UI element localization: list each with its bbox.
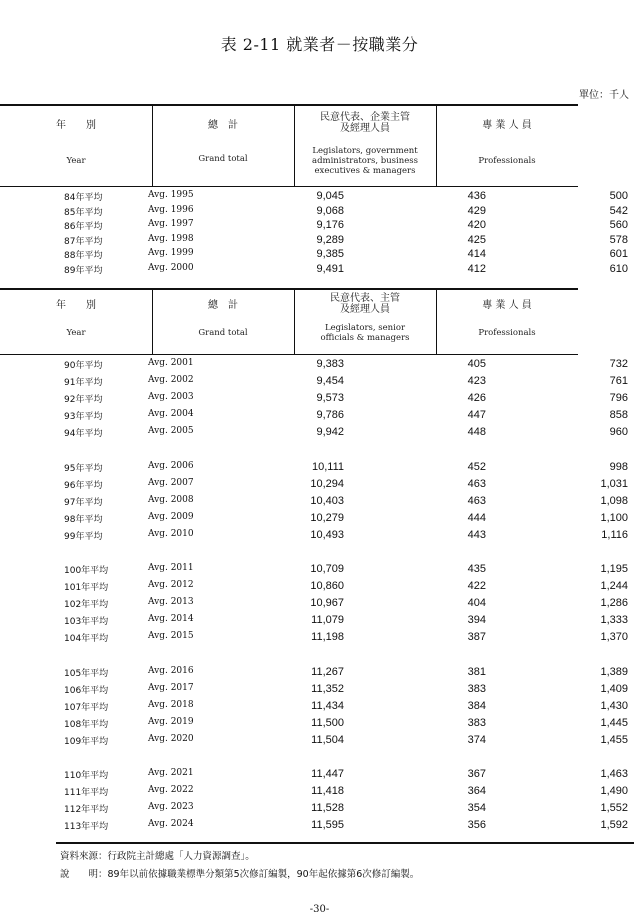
header2-legislators-zh-1: 民意代表、主管	[330, 293, 400, 304]
professionals-cell: 500	[609, 190, 628, 202]
legislators-cell: 463	[467, 477, 486, 490]
table-row	[56, 358, 634, 372]
year-cell: 96年平均	[64, 480, 103, 491]
total-cell: 9,786	[316, 409, 344, 422]
total-cell: 9,289	[316, 233, 344, 246]
avg-cell: Avg. 2024	[148, 819, 194, 830]
year-cell: 107年平均	[64, 702, 109, 713]
table-row	[56, 666, 634, 680]
table-row	[56, 597, 634, 611]
header-total-zh: 總 計	[208, 120, 238, 131]
avg-cell: Avg. 2011	[148, 563, 194, 573]
total-cell: 9,573	[316, 392, 344, 405]
header2-legislators-zh-2: 及經理人員	[340, 304, 390, 315]
professionals-cell: 1,370	[600, 631, 628, 644]
table-header-1	[0, 104, 578, 187]
header-legislators-en-3: executives & managers	[314, 166, 416, 176]
year-cell: 112年平均	[64, 805, 109, 816]
table-row	[56, 478, 634, 492]
year-cell: 95年平均	[64, 463, 103, 474]
legislators-cell: 404	[467, 597, 486, 610]
year-cell: 91年平均	[64, 378, 103, 389]
legislators-cell: 394	[467, 614, 486, 627]
table-row	[56, 563, 634, 577]
professionals-cell: 1,286	[600, 597, 628, 610]
legislators-cell: 420	[467, 219, 486, 232]
avg-cell: Avg. 2003	[148, 392, 194, 403]
professionals-cell: 1,333	[600, 614, 628, 627]
total-cell: 9,942	[316, 426, 344, 439]
header2-year-zh: 年 別	[56, 300, 96, 311]
table-row	[56, 631, 634, 645]
avg-cell: Avg. 2015	[148, 631, 194, 642]
avg-cell: Avg. 2006	[148, 460, 194, 471]
page-title: 表 2-11 就業者－按職業分	[220, 35, 419, 54]
avg-cell: Avg. 2005	[148, 426, 194, 437]
table-row	[56, 375, 634, 389]
header2-total-en: Grand total	[198, 328, 248, 338]
legislators-cell: 412	[467, 263, 486, 275]
professionals-cell: 610	[609, 263, 628, 275]
total-cell: 11,504	[311, 733, 344, 746]
year-cell: 90年平均	[64, 361, 103, 371]
year-cell: 110年平均	[64, 771, 109, 781]
table-row	[56, 495, 634, 509]
table-row	[56, 580, 634, 594]
legislators-cell: 383	[467, 716, 486, 729]
year-cell: 92年平均	[64, 395, 103, 406]
avg-cell: Avg. 2008	[148, 494, 194, 505]
professionals-cell: 1,031	[600, 477, 628, 490]
table-row	[56, 263, 634, 277]
year-cell: 85年平均	[64, 207, 103, 218]
total-cell: 10,403	[310, 494, 344, 507]
professionals-cell: 1,445	[600, 716, 628, 729]
year-cell: 111年平均	[64, 788, 109, 799]
total-cell: 10,493	[310, 528, 344, 541]
legislators-cell: 436	[467, 190, 486, 202]
legislators-cell: 405	[467, 358, 486, 370]
header-year-en: Year	[66, 156, 86, 166]
year-cell: 102年平均	[64, 600, 109, 611]
legislators-cell: 429	[467, 204, 486, 217]
professionals-cell: 1,409	[600, 682, 628, 695]
avg-cell: Avg. 2021	[148, 768, 194, 778]
legislators-cell: 426	[467, 392, 486, 405]
total-cell: 11,528	[311, 802, 344, 815]
header-professionals-en: Professionals	[478, 156, 536, 166]
unit-label: 單位：千人	[579, 90, 629, 101]
total-cell: 10,111	[311, 460, 344, 473]
table-row	[56, 700, 634, 714]
year-cell: 87年平均	[64, 236, 103, 247]
legislators-cell: 444	[467, 511, 486, 524]
page-number: -30-	[309, 904, 330, 915]
total-cell: 9,491	[316, 263, 344, 275]
total-cell: 11,198	[311, 631, 344, 644]
table-row	[56, 190, 634, 204]
table-row	[56, 734, 634, 748]
header-legislators-en-2: administrators, business	[312, 156, 418, 166]
avg-cell: Avg. 2000	[148, 263, 194, 273]
total-cell: 11,447	[311, 768, 344, 780]
header2-year-en: Year	[66, 328, 86, 338]
total-cell: 9,454	[316, 375, 344, 388]
table-row	[56, 205, 634, 219]
avg-cell: Avg. 1998	[148, 233, 194, 244]
total-cell: 11,267	[311, 665, 344, 678]
professionals-cell: 560	[609, 219, 628, 232]
avg-cell: Avg. 2018	[148, 699, 194, 710]
table-row	[56, 683, 634, 697]
table-row	[56, 219, 634, 233]
header-legislators-zh-1: 民意代表、企業主管	[320, 112, 410, 123]
legislators-cell: 423	[467, 375, 486, 388]
legislators-cell: 356	[467, 819, 486, 832]
professionals-cell: 1,100	[600, 511, 628, 524]
avg-cell: Avg. 2017	[148, 682, 194, 693]
table-row	[56, 819, 634, 833]
professionals-cell: 796	[609, 392, 628, 405]
professionals-cell: 1,098	[600, 494, 628, 507]
avg-cell: Avg. 2007	[148, 477, 194, 488]
legislators-cell: 354	[467, 802, 486, 815]
professionals-cell: 1,389	[600, 665, 628, 678]
legislators-cell: 425	[467, 233, 486, 246]
avg-cell: Avg. 2023	[148, 802, 194, 813]
header2-total-zh: 總 計	[208, 300, 238, 311]
total-cell: 9,068	[316, 204, 344, 217]
header-legislators-zh-2: 及經理人員	[340, 123, 390, 134]
year-cell: 84年平均	[64, 193, 103, 203]
total-cell: 11,500	[311, 716, 344, 729]
header2-professionals-en: Professionals	[478, 328, 536, 338]
table-row	[56, 768, 634, 782]
professionals-cell: 1,195	[600, 563, 628, 575]
avg-cell: Avg. 2001	[148, 358, 194, 368]
professionals-cell: 732	[609, 358, 628, 370]
professionals-cell: 1,490	[600, 785, 628, 798]
professionals-cell: 601	[609, 248, 628, 261]
avg-cell: Avg. 2002	[148, 375, 194, 386]
legislators-cell: 463	[467, 494, 486, 507]
total-cell: 10,860	[310, 580, 344, 593]
total-cell: 11,352	[311, 682, 344, 695]
table-row	[56, 409, 634, 423]
professionals-cell: 1,116	[601, 528, 628, 541]
header2-legislators-en-2: officials & managers	[320, 333, 410, 343]
total-cell: 9,176	[316, 219, 344, 232]
avg-cell: Avg. 2012	[148, 580, 194, 591]
legislators-cell: 364	[467, 785, 486, 798]
total-cell: 10,279	[310, 511, 344, 524]
professionals-cell: 1,463	[600, 768, 628, 780]
total-cell: 10,294	[310, 477, 344, 490]
total-cell: 9,383	[316, 358, 344, 370]
professionals-cell: 960	[609, 426, 628, 439]
avg-cell: Avg. 2020	[148, 733, 194, 744]
avg-cell: Avg. 1997	[148, 219, 194, 230]
year-cell: 98年平均	[64, 514, 103, 525]
total-cell: 10,967	[310, 597, 344, 610]
total-cell: 9,385	[316, 248, 344, 261]
table-row	[56, 234, 634, 248]
professionals-cell: 1,430	[600, 699, 628, 712]
avg-cell: Avg. 2022	[148, 785, 194, 796]
header2-legislators-en-1: Legislators, senior	[324, 323, 406, 333]
year-cell: 108年平均	[64, 719, 109, 730]
professionals-cell: 578	[609, 233, 628, 246]
legislators-cell: 387	[467, 631, 486, 644]
table-row	[56, 529, 634, 543]
header-professionals-zh: 專 業 人 員	[482, 120, 532, 131]
avg-cell: Avg. 1996	[148, 204, 194, 215]
year-cell: 97年平均	[64, 497, 103, 508]
legislators-cell: 381	[467, 665, 486, 678]
total-cell: 10,709	[310, 563, 344, 575]
year-cell: 103年平均	[64, 617, 109, 628]
legislators-cell: 435	[467, 563, 486, 575]
professionals-cell: 542	[609, 204, 628, 217]
source-note: 資料來源：行政院主計總處「人力資源調查」。	[60, 851, 255, 862]
year-cell: 106年平均	[64, 685, 109, 696]
legislators-cell: 383	[467, 682, 486, 695]
year-cell: 101年平均	[64, 583, 109, 594]
table-row	[56, 426, 634, 440]
year-cell: 89年平均	[64, 266, 103, 276]
table-body-1	[56, 190, 634, 282]
avg-cell: Avg. 2013	[148, 597, 194, 608]
avg-cell: Avg. 2016	[148, 665, 194, 676]
professionals-cell: 858	[609, 409, 628, 422]
explain-note: 說 明：89年以前依據職業標準分類第5次修訂編製，90年起依據第6次修訂編製。	[60, 869, 420, 880]
legislators-cell: 422	[467, 580, 486, 593]
professionals-cell: 1,592	[600, 819, 628, 832]
total-cell: 11,079	[311, 614, 344, 627]
table-row	[56, 717, 634, 731]
year-cell: 86年平均	[64, 222, 103, 233]
year-cell: 88年平均	[64, 251, 103, 262]
total-cell: 11,418	[311, 785, 344, 798]
legislators-cell: 452	[467, 460, 486, 473]
year-cell: 113年平均	[64, 822, 109, 833]
legislators-cell: 374	[467, 733, 486, 746]
avg-cell: Avg. 1999	[148, 248, 194, 259]
avg-cell: Avg. 2019	[148, 716, 194, 727]
table-row	[56, 392, 634, 406]
avg-cell: Avg. 1995	[148, 190, 194, 200]
year-cell: 100年平均	[64, 566, 109, 576]
table-row	[56, 248, 634, 262]
professionals-cell: 1,244	[600, 580, 628, 593]
professionals-cell: 998	[609, 460, 628, 473]
table-row	[56, 785, 634, 799]
legislators-cell: 447	[467, 409, 486, 422]
year-cell: 104年平均	[64, 634, 109, 645]
table-row	[56, 614, 634, 628]
header2-professionals-zh: 專 業 人 員	[482, 300, 532, 311]
total-cell: 11,595	[311, 819, 344, 832]
table-bottom-rule	[56, 842, 634, 844]
avg-cell: Avg. 2014	[148, 614, 194, 625]
table-body-2	[56, 358, 634, 840]
professionals-cell: 1,552	[600, 802, 628, 815]
year-cell: 94年平均	[64, 429, 103, 440]
header-legislators-en-1: Legislators, government	[312, 146, 418, 156]
header-year-zh: 年 別	[56, 120, 96, 131]
professionals-cell: 761	[609, 375, 628, 388]
professionals-cell: 1,455	[600, 733, 628, 746]
avg-cell: Avg. 2009	[148, 511, 194, 522]
year-cell: 93年平均	[64, 412, 103, 423]
total-cell: 9,045	[316, 190, 344, 202]
header-total-en: Grand total	[198, 154, 248, 164]
table-row	[56, 461, 634, 475]
avg-cell: Avg. 2004	[148, 409, 194, 420]
year-cell: 105年平均	[64, 668, 109, 679]
legislators-cell: 384	[467, 699, 486, 712]
legislators-cell: 414	[467, 248, 486, 261]
year-cell: 109年平均	[64, 736, 109, 747]
legislators-cell: 367	[467, 768, 486, 780]
table-row	[56, 802, 634, 816]
legislators-cell: 443	[467, 528, 486, 541]
legislators-cell: 448	[467, 426, 486, 439]
table-header-2	[0, 288, 578, 355]
avg-cell: Avg. 2010	[148, 528, 194, 539]
year-cell: 99年平均	[64, 531, 103, 542]
total-cell: 11,434	[311, 699, 344, 712]
table-row	[56, 512, 634, 526]
